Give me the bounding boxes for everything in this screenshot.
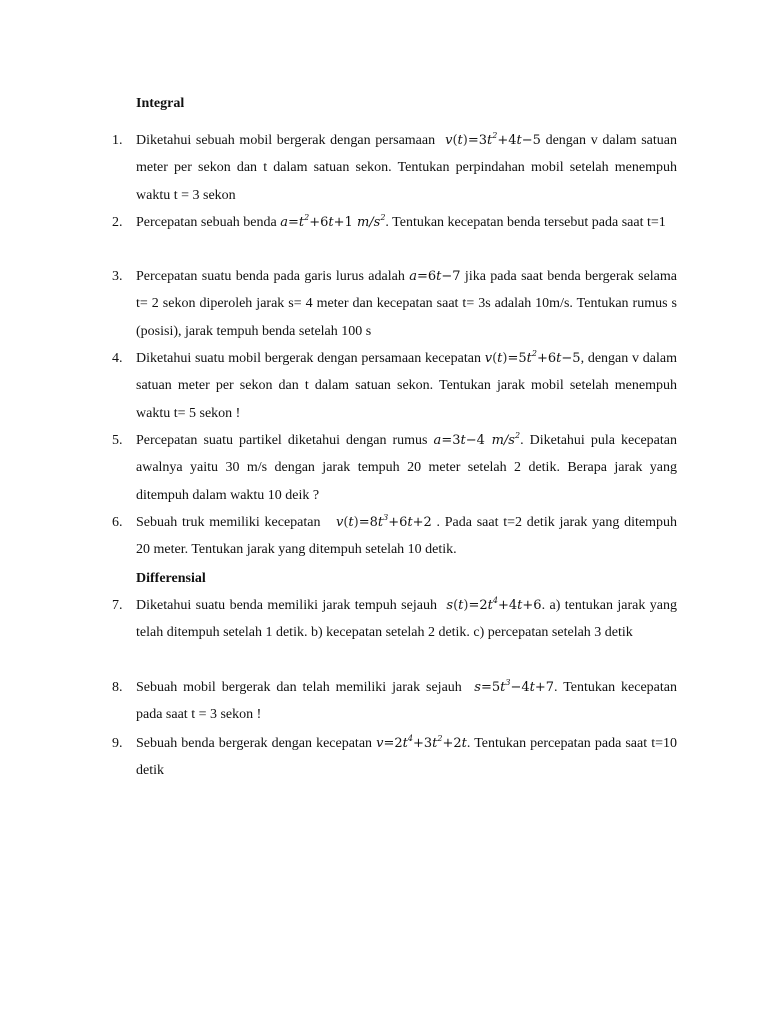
equation-acceleration: a=3t−4 $m/s^2$ [433,430,521,448]
item-number: 6. [112,515,123,530]
list-item [112,592,677,647]
equation-velocity: $v(t)=3t^2+4t-5$ [445,130,541,148]
equation-velocity: $v(t)=8t^3+6t+2$ [335,512,432,530]
list-item [112,345,677,427]
equation-distance: $s=5t^3-4t+7$ [474,677,555,695]
item-text-end: . Tentukan kecepatan pada saat t = 3 sekon ! [136,680,677,723]
item-text-start: Percepatan suatu partikel diketahui dengan rumus [136,433,434,448]
item-text-end: . a) tentukan jarak yang telah ditempuh setelah 1 detik. b) kecepatan setelah 2 detik. c) percepatan setelah 3 detik [136,598,677,641]
item-number: 3. [112,269,123,284]
list-item [112,263,678,345]
item-number: 5. [112,433,123,448]
item-text-start: Percepatan sebuah benda [136,215,281,230]
section-title-integral: Integral [136,96,185,111]
item-text-start: Sebuah mobil bergerak dan telah memiliki jarak sejauh [136,680,468,695]
item-text-start: Diketahui suatu mobil bergerak dengan persamaan kecepatan [136,351,485,366]
equation-velocity: $v=2t^4+3t^2+2t$ [376,733,467,751]
item-number: 8. [112,680,123,695]
equation-acceleration: a=6t−7 [409,269,461,284]
item-text-end: . Tentukan kecepatan benda tersebut pada saat t=1 [385,215,666,230]
item-number: 4. [112,351,123,366]
item-number: 1. [112,133,123,148]
item-text-end: dengan v dalam satuan meter per sekon dan t dalam satuan sekon. Tentukan perpindahan mobil setelah menempuh waktu t = 3 sekon [136,133,678,203]
list-item [112,730,677,785]
item-number: 9. [112,736,123,751]
item-text-start: Sebuah truk memiliki kecepatan [136,515,326,530]
list-item [112,209,677,236]
item-text-start: Percepatan suatu benda pada garis lurus adalah [136,269,410,284]
equation-velocity: $v(t)=5t^2+6t-5$ [484,348,581,366]
list-item [112,674,677,729]
section-title-differensial: Differensial [136,571,206,586]
item-number: 7. [112,598,123,613]
list-item [112,427,677,509]
item-text-end: . Tentukan percepatan pada saat t=10 detik [136,736,677,779]
item-text-start: Diketahui sebuah mobil bergerak dengan persamaan [136,133,440,148]
equation-acceleration: $a=t^2+6t+1$ $m/s^2$ [280,212,386,230]
list-item [112,509,677,564]
item-number: 2. [112,215,123,230]
item-text-end: jika pada saat benda bergerak selama t= 2 sekon diperoleh jarak s= 4 meter dan kecepatan saat t= 3s adalah 10m/s. Tentukan rumus s (posisi), jarak tempuh benda setelah 100 s [136,269,678,339]
list-item [112,127,678,209]
item-text-end: , dengan v dalam satuan meter per sekon dan t dalam satuan sekon. Tentukan jarak mobil setelah menempuh waktu t= 5 sekon ! [136,351,677,421]
item-text-end: . Pada saat t=2 detik jarak yang ditempuh 20 meter. Tentukan jarak yang ditempuh setelah 10 detik. [136,515,677,558]
item-text-start: Sebuah benda bergerak dengan kecepatan [136,736,377,751]
item-text-end: . Diketahui pula kecepatan awalnya yaitu 30 m/s dengan jarak tempuh 20 meter setelah 2 detik. Berapa jarak yang ditempuh dalam waktu 10 deik ? [136,433,677,503]
item-text-start: Diketahui suatu benda memiliki jarak tempuh sejauh [136,598,442,613]
equation-distance: $s(t)=2t^4+4t+6$ [446,595,542,613]
